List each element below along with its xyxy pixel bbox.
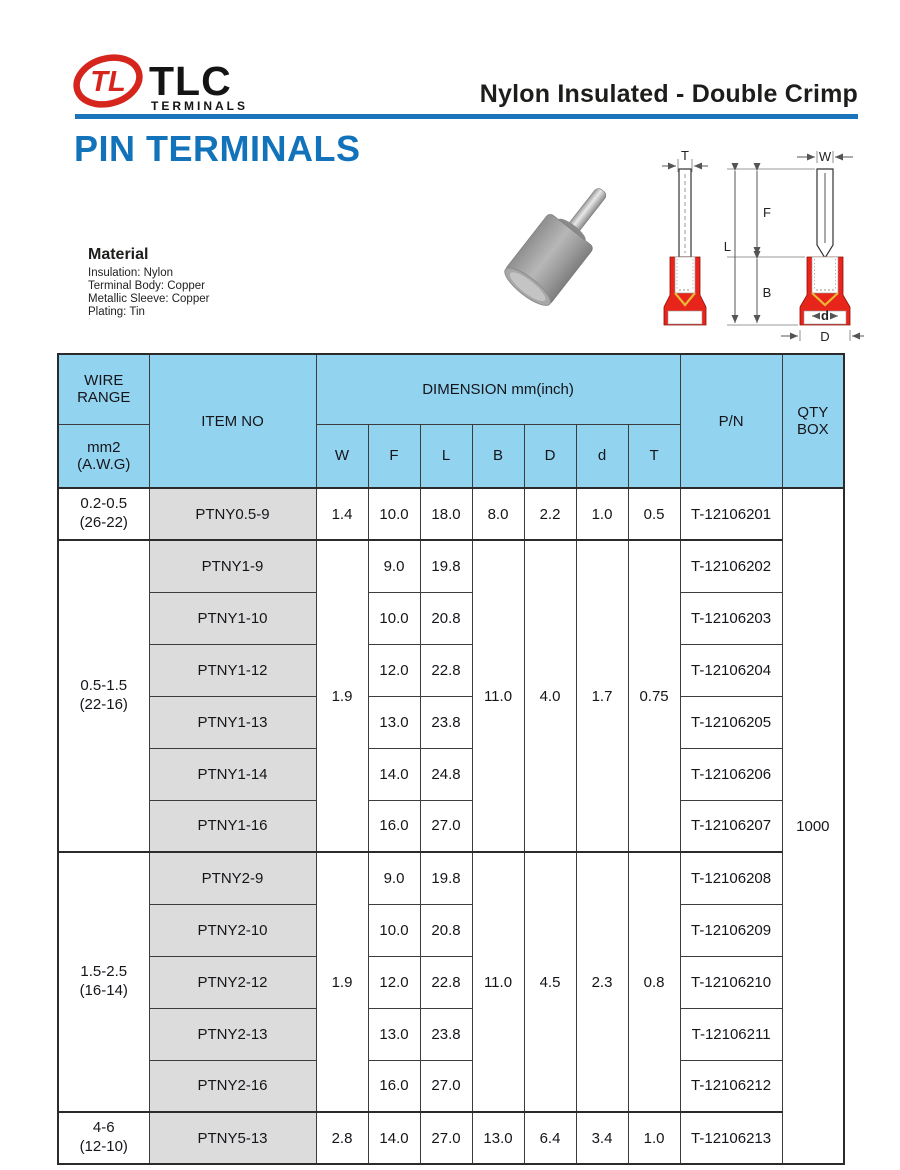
material-line: Insulation: Nylon (88, 267, 174, 279)
logo-monogram: TL (90, 66, 126, 98)
cell-L: 20.8 (420, 904, 472, 956)
cell-d: 2.3 (576, 852, 628, 1112)
cell-W: 2.8 (316, 1112, 368, 1164)
dim-label-L: L (723, 239, 731, 254)
cell-F: 13.0 (368, 1008, 420, 1060)
cell-B: 8.0 (472, 488, 524, 540)
cell-L: 24.8 (420, 748, 472, 800)
cell-L: 27.0 (420, 1112, 472, 1164)
pn-cell: T-12106203 (680, 592, 782, 644)
cell-F: 16.0 (368, 1060, 420, 1112)
cell-L: 27.0 (420, 1060, 472, 1112)
col-qty-box: QTY BOX (782, 354, 844, 488)
col-wire-range: WIRE RANGE (58, 354, 149, 424)
table-row (58, 488, 844, 540)
cell-d: 3.4 (576, 1112, 628, 1164)
dim-label-W: W (818, 149, 832, 164)
cell-W: 1.9 (316, 852, 368, 1112)
pn-cell: T-12106213 (680, 1112, 782, 1164)
cell-L: 19.8 (420, 852, 472, 904)
pn-cell: T-12106201 (680, 488, 782, 540)
cell-F: 13.0 (368, 696, 420, 748)
brand-name: TLC (149, 58, 232, 104)
col-dimension: DIMENSION mm(inch) (316, 354, 680, 424)
cell-W: 1.4 (316, 488, 368, 540)
cell-W: 1.9 (316, 540, 368, 852)
brand-sub: TERMINALS (151, 99, 248, 113)
dim-label-B: B (762, 285, 772, 300)
item-no-cell: PTNY2-10 (149, 904, 316, 956)
pn-cell: T-12106210 (680, 956, 782, 1008)
material-section (88, 246, 209, 319)
col-wire-unit: mm2 (A.W.G) (58, 424, 149, 488)
table-row (58, 1060, 844, 1112)
pn-cell: T-12106204 (680, 644, 782, 696)
cell-D: 4.5 (524, 852, 576, 1112)
table-row (58, 852, 844, 904)
pn-cell: T-12106209 (680, 904, 782, 956)
dim-label-d: d (821, 308, 829, 323)
cell-L: 22.8 (420, 956, 472, 1008)
cell-D: 2.2 (524, 488, 576, 540)
table-row (58, 1112, 844, 1164)
cell-F: 14.0 (368, 748, 420, 800)
pn-cell: T-12106207 (680, 800, 782, 852)
item-no-cell: PTNY1-14 (149, 748, 316, 800)
cell-D: 6.4 (524, 1112, 576, 1164)
wire-range-cell: 0.5-1.5 (22-16) (58, 540, 149, 852)
cell-B: 11.0 (472, 852, 524, 1112)
cell-d: 1.0 (576, 488, 628, 540)
cell-L: 27.0 (420, 800, 472, 852)
pn-cell: T-12106212 (680, 1060, 782, 1112)
cell-L: 23.8 (420, 696, 472, 748)
table-row (58, 956, 844, 1008)
cell-F: 12.0 (368, 644, 420, 696)
item-no-cell: PTNY1-16 (149, 800, 316, 852)
page-title: PIN TERMINALS (74, 128, 361, 169)
dim-label-F: F (763, 205, 771, 220)
col-dim-B: B (472, 424, 524, 488)
col-dim-T: T (628, 424, 680, 488)
spec-table (57, 353, 845, 1165)
pn-cell: T-12106205 (680, 696, 782, 748)
item-no-cell: PTNY5-13 (149, 1112, 316, 1164)
table-row (58, 592, 844, 644)
pn-cell: T-12106206 (680, 748, 782, 800)
wire-range-cell: 0.2-0.5 (26-22) (58, 488, 149, 540)
col-pn: P/N (680, 354, 782, 488)
cell-L: 20.8 (420, 592, 472, 644)
material-line: Metallic Sleeve: Copper (88, 293, 210, 305)
dimension-diagram (645, 145, 865, 350)
item-no-cell: PTNY0.5-9 (149, 488, 316, 540)
cell-F: 9.0 (368, 540, 420, 592)
qty-box-cell: 1000 (782, 488, 844, 1164)
item-no-cell: PTNY2-16 (149, 1060, 316, 1112)
item-no-cell: PTNY2-9 (149, 852, 316, 904)
material-line: Terminal Body: Copper (88, 280, 205, 292)
cell-F: 10.0 (368, 904, 420, 956)
item-no-cell: PTNY2-12 (149, 956, 316, 1008)
cell-F: 10.0 (368, 488, 420, 540)
col-dim-W: W (316, 424, 368, 488)
cell-L: 23.8 (420, 1008, 472, 1060)
pn-cell: T-12106211 (680, 1008, 782, 1060)
wire-range-cell: 1.5-2.5 (16-14) (58, 852, 149, 1112)
cell-T: 0.8 (628, 852, 680, 1112)
col-dim-d: d (576, 424, 628, 488)
cell-L: 19.8 (420, 540, 472, 592)
pn-cell: T-12106208 (680, 852, 782, 904)
cell-F: 10.0 (368, 592, 420, 644)
cell-F: 12.0 (368, 956, 420, 1008)
pn-cell: T-12106202 (680, 540, 782, 592)
cell-F: 14.0 (368, 1112, 420, 1164)
cell-F: 9.0 (368, 852, 420, 904)
cell-D: 4.0 (524, 540, 576, 852)
cell-F: 16.0 (368, 800, 420, 852)
table-row (58, 644, 844, 696)
cell-L: 18.0 (420, 488, 472, 540)
item-no-cell: PTNY1-10 (149, 592, 316, 644)
col-item-no: ITEM NO (149, 354, 316, 488)
table-row (58, 1008, 844, 1060)
col-dim-L: L (420, 424, 472, 488)
material-title: Material (88, 246, 149, 263)
product-photo (493, 183, 628, 311)
brand-logo (73, 46, 248, 118)
table-row (58, 904, 844, 956)
item-no-cell: PTNY1-13 (149, 696, 316, 748)
cell-B: 11.0 (472, 540, 524, 852)
table-row (58, 800, 844, 852)
item-no-cell: PTNY2-13 (149, 1008, 316, 1060)
dim-label-T: T (681, 148, 689, 163)
dim-label-D: D (820, 329, 830, 344)
header-rule (75, 114, 858, 119)
col-dim-D: D (524, 424, 576, 488)
cell-T: 1.0 (628, 1112, 680, 1164)
table-row (58, 748, 844, 800)
cell-B: 13.0 (472, 1112, 524, 1164)
cell-d: 1.7 (576, 540, 628, 852)
cell-T: 0.75 (628, 540, 680, 852)
doc-subtitle: Nylon Insulated - Double Crimp (479, 80, 858, 108)
cell-L: 22.8 (420, 644, 472, 696)
table-row (58, 696, 844, 748)
table-row (58, 540, 844, 592)
item-no-cell: PTNY1-12 (149, 644, 316, 696)
col-dim-F: F (368, 424, 420, 488)
cell-T: 0.5 (628, 488, 680, 540)
material-line: Plating: Tin (88, 306, 145, 318)
wire-range-cell: 4-6 (12-10) (58, 1112, 149, 1164)
item-no-cell: PTNY1-9 (149, 540, 316, 592)
